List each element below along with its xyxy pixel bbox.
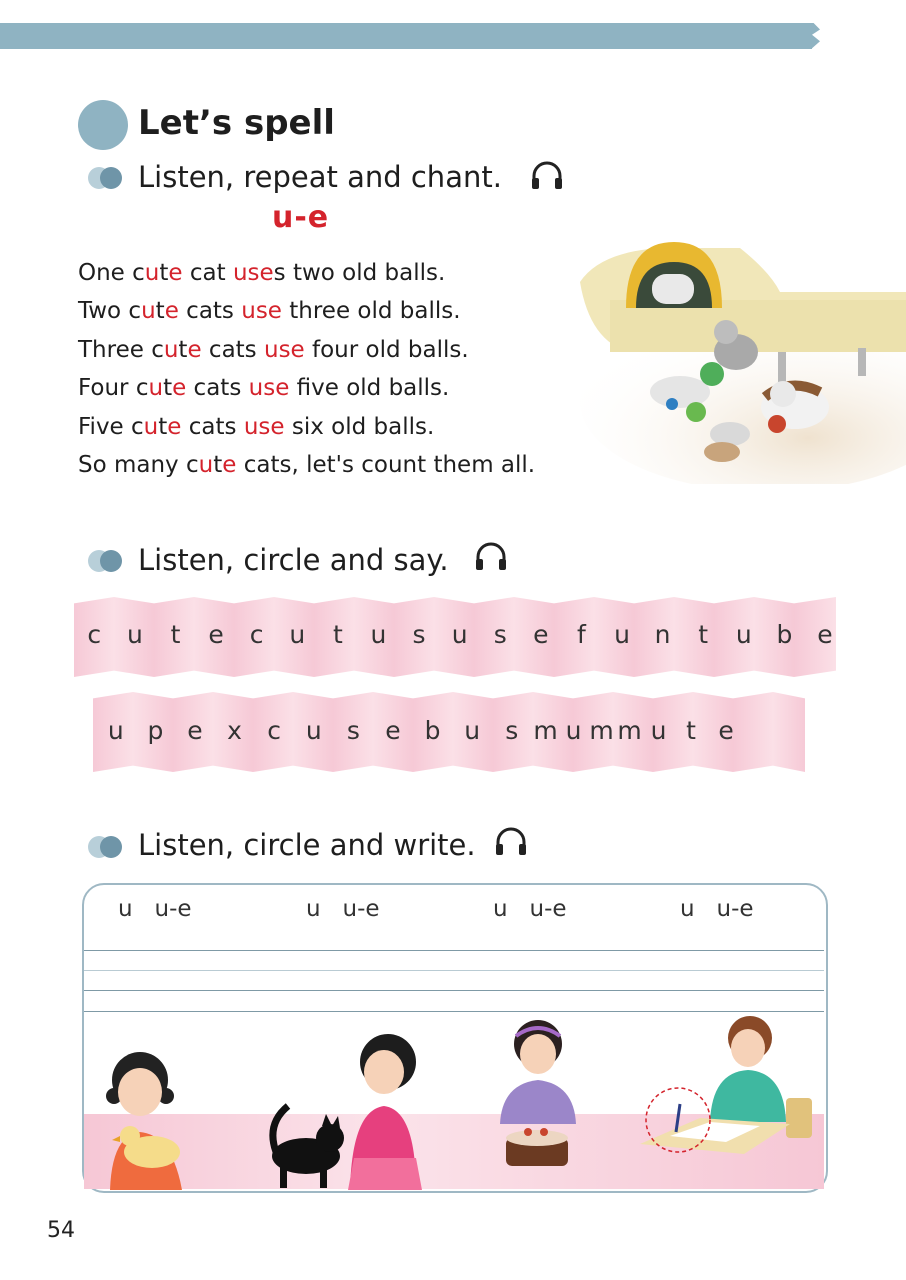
chant-line: Two cute cats use three old balls. [78,298,461,325]
bullet-icon [88,550,122,572]
chant-line: Five cute cats use six old balls. [78,413,435,440]
letter-cell[interactable]: u [614,620,630,649]
letter-cell[interactable]: s [412,620,426,649]
option-u[interactable]: u [493,896,508,922]
chant-line: Three cute cats use four old balls. [78,336,469,363]
writing-line[interactable] [84,990,824,991]
option-u-e[interactable]: u-e [716,896,754,922]
page-number: 54 [47,1218,75,1243]
letter-cell[interactable]: s [505,716,519,745]
writing-line[interactable] [84,950,824,951]
letter-cell[interactable]: m [589,716,614,745]
chant-line: Four cute cats use five old balls. [78,375,450,402]
option-u[interactable]: u [680,896,695,922]
activity3-instruction: Listen, circle and write. [138,828,476,862]
option-pair-2 [306,896,380,922]
letter-cell[interactable]: e [187,716,203,745]
letter-cell[interactable]: n [654,620,671,649]
option-pair-4 [680,896,754,922]
option-u-e[interactable]: u-e [342,896,380,922]
letter-cell[interactable]: u [370,620,387,649]
letter-cell[interactable]: s [493,620,507,649]
headphones-icon[interactable] [530,160,564,192]
chant-line: One cute cat uses two old balls. [78,260,446,286]
top-banner [0,23,812,49]
activity1-instruction: Listen, repeat and chant. [138,160,502,194]
letter-cell[interactable]: m [533,716,558,745]
headphones-icon[interactable] [494,826,528,858]
letter-cell[interactable]: u [289,620,306,649]
letter-cell[interactable]: c [267,716,282,745]
girl-with-cake-picture [488,1014,588,1176]
letter-cell[interactable]: e [208,620,224,649]
section-badge [78,100,128,150]
letter-cell[interactable]: t [686,716,696,745]
option-u-e[interactable]: u-e [154,896,192,922]
activity2-instruction: Listen, circle and say. [138,543,449,577]
letter-cell[interactable]: u [735,620,752,649]
letter-cell[interactable]: m [617,716,642,745]
option-pair-3 [493,896,567,922]
letter-cell[interactable]: e [718,716,734,745]
option-pair-1 [118,896,192,922]
letter-cell[interactable]: b [776,620,793,649]
girl-with-cat-picture [266,1028,426,1190]
letter-cell[interactable]: c [249,620,264,649]
letter-cell[interactable]: e [385,716,401,745]
writing-line[interactable] [84,970,824,971]
girl-with-duck-picture [100,1040,200,1190]
letter-cell[interactable]: e [533,620,549,649]
headphones-icon[interactable] [474,541,508,573]
letter-cell[interactable]: u [126,620,143,649]
letter-cell[interactable]: p [147,716,164,745]
boy-writing-picture [640,1012,820,1162]
phonics-pattern: u-e [272,200,330,235]
chant-line: So many cute cats, let's count them all. [78,452,536,479]
letter-cell[interactable]: u [464,716,481,745]
letter-cell[interactable]: u [565,716,582,745]
bullet-icon [88,836,122,858]
letter-cell[interactable]: u [451,620,468,649]
letter-cell[interactable]: u [305,716,322,745]
letter-cell[interactable]: t [698,620,709,649]
section-title: Let’s spell [138,103,335,143]
option-u[interactable]: u [306,896,321,922]
letter-cell[interactable]: c [87,620,102,649]
letter-cell[interactable]: u [650,716,667,745]
chant-text [78,254,535,484]
option-u[interactable]: u [118,896,133,922]
letter-cell[interactable]: x [227,716,242,745]
letter-row-2 [96,716,744,745]
letter-cell[interactable]: t [332,620,343,649]
letter-cell[interactable]: s [346,716,360,745]
cats-illustration [540,212,906,484]
letter-cell[interactable]: e [817,620,833,649]
letter-cell[interactable]: b [424,716,441,745]
letter-row-1 [74,620,845,649]
letter-cell[interactable]: u [107,716,124,745]
option-u-e[interactable]: u-e [529,896,567,922]
letter-cell[interactable]: f [577,620,586,649]
letter-cell[interactable]: t [170,620,181,649]
bullet-icon [88,167,122,189]
